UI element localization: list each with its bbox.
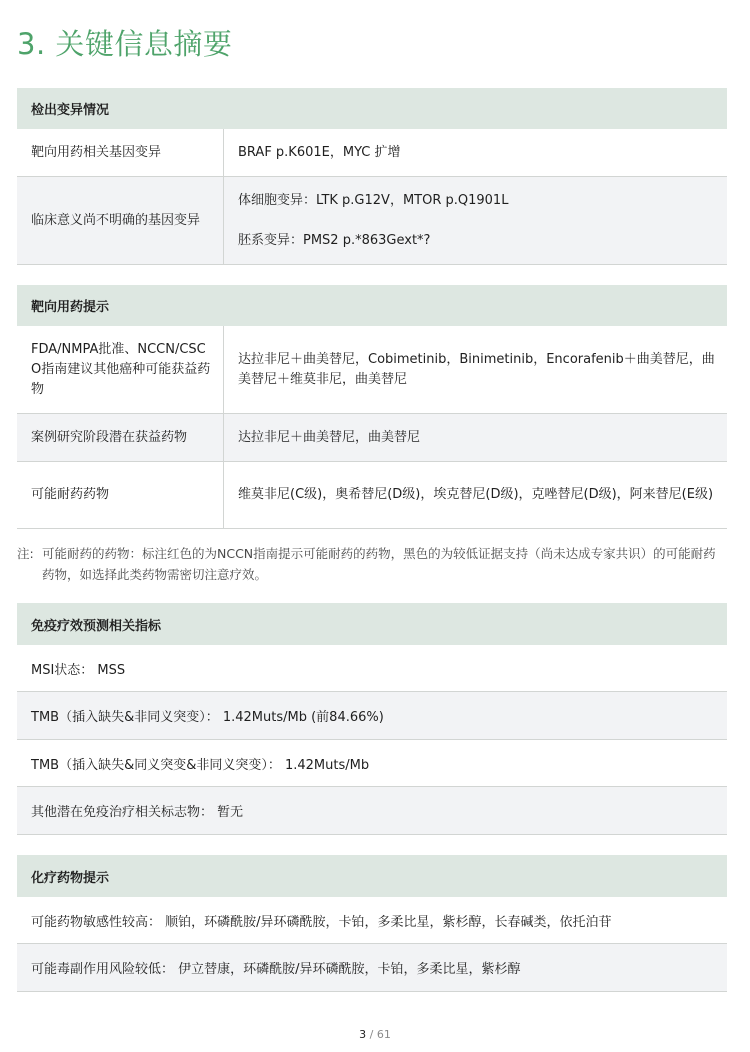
note-text: 可能耐药的药物：标注红色的为NCCN指南提示可能耐药的药物，黑色的为较低证据支持（尚未达成专家共识）的可能耐药药物，如选择此类药物需密切注意疗效。	[42, 546, 716, 582]
table-row	[17, 414, 727, 462]
table-row	[17, 326, 727, 414]
row-value	[224, 414, 727, 461]
value-line: 维莫非尼(C级)，奥希替尼(D级)，埃克替尼(D级)，克唑替尼(D级)，阿来替尼(E级)	[238, 487, 714, 502]
row-label: 案例研究阶段潜在获益药物	[17, 414, 224, 461]
page-title: 3. 关键信息摘要	[17, 27, 233, 61]
resistance-note	[17, 543, 727, 585]
value-line: 达拉非尼＋曲美替尼，Cobimetinib，Binimetinib，Encorafenib＋曲美替尼，曲美替尼＋维莫非尼，曲美替尼	[238, 351, 715, 387]
current-page: 3	[359, 1028, 367, 1041]
row-value	[224, 177, 727, 264]
value-line: BRAF p.K601E，MYC 扩增	[238, 144, 401, 160]
value-line: 体细胞变异：LTK p.G12V，MTOR p.Q1901L	[238, 192, 509, 208]
row-label: 临床意义尚不明确的基因变异	[17, 177, 224, 264]
table-row: 可能药物敏感性较高： 顺铂，环磷酰胺/异环磷酰胺，卡铂，多柔比星，紫杉醇，长春碱类，依托泊苷	[17, 897, 727, 944]
value-line: 胚系变异：PMS2 p.*863Gext*?	[238, 232, 431, 248]
section-header: 检出变异情况	[17, 88, 727, 129]
section-header: 免疫疗效预测相关指标	[17, 603, 727, 645]
page-separator: /	[366, 1028, 377, 1041]
row-value	[224, 326, 727, 413]
row-label: 可能耐药药物	[17, 462, 224, 528]
chemotherapy-table	[17, 855, 727, 992]
row-value	[224, 462, 727, 528]
section-header: 靶向用药提示	[17, 285, 727, 326]
section-header: 化疗药物提示	[17, 855, 727, 897]
page-number	[0, 1028, 750, 1041]
table-row	[17, 177, 727, 265]
table-row: TMB（插入缺失&同义突变&非同义突变）： 1.42Muts/Mb	[17, 740, 727, 787]
row-value	[224, 129, 727, 176]
table-row: MSI状态： MSS	[17, 645, 727, 692]
value-line: 达拉非尼＋曲美替尼，曲美替尼	[238, 429, 421, 445]
table-row	[17, 129, 727, 177]
table-row	[17, 462, 727, 529]
row-label: FDA/NMPA批准、NCCN/CSCO指南建议其他癌种可能获益药物	[17, 326, 224, 413]
table-row: 可能毒副作用风险较低： 伊立替康，环磷酰胺/异环磷酰胺，卡铂，多柔比星，紫杉醇	[17, 944, 727, 992]
targeted-drug-table	[17, 285, 727, 529]
immunotherapy-table	[17, 603, 727, 835]
table-row: TMB（插入缺失&非同义突变）： 1.42Muts/Mb (前84.66%)	[17, 692, 727, 740]
table-row: 其他潜在免疫治疗相关标志物： 暂无	[17, 787, 727, 835]
note-prefix: 注:	[17, 546, 34, 561]
total-pages: 61	[376, 1028, 391, 1041]
row-label: 靶向用药相关基因变异	[17, 129, 224, 176]
detected-variants-table	[17, 88, 727, 265]
